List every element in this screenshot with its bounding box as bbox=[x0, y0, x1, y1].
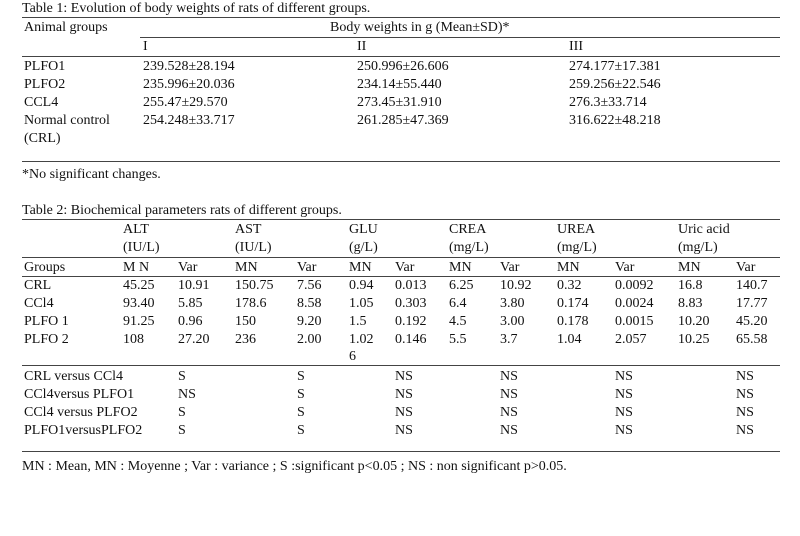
table2-cell: 1.04 bbox=[557, 332, 582, 347]
table2-cell: 0.32 bbox=[557, 278, 582, 293]
table1-span-header: Body weights in g (Mean±SD)* bbox=[330, 20, 510, 35]
table2-param-unit: (g/L) bbox=[349, 240, 378, 255]
table1-period: II bbox=[357, 39, 367, 54]
table2-cell: 0.303 bbox=[395, 296, 427, 311]
table2-cell: 5.5 bbox=[449, 332, 467, 347]
table2-comparison-cell: NS bbox=[395, 405, 413, 420]
table2-cell: 0.146 bbox=[395, 332, 427, 347]
table2-param-unit: (mg/L) bbox=[449, 240, 489, 255]
table2-comparison-cell: NS bbox=[395, 423, 413, 438]
table2-param-unit: (IU/L) bbox=[235, 240, 272, 255]
table2-cell: 10.25 bbox=[678, 332, 710, 347]
table2-comparison-cell: NS bbox=[615, 423, 633, 438]
table2-subheader: Var bbox=[615, 260, 635, 275]
table2-param-name: UREA bbox=[557, 222, 596, 237]
table2-cell: 0.192 bbox=[395, 314, 427, 329]
table2-cell: 6.25 bbox=[449, 278, 474, 293]
table2-cell: 17.77 bbox=[736, 296, 768, 311]
table2-cell: 0.0024 bbox=[615, 296, 654, 311]
table2-cell: 45.25 bbox=[123, 278, 155, 293]
table1-cell: 273.45±31.910 bbox=[357, 95, 442, 110]
table2-cell: 10.92 bbox=[500, 278, 532, 293]
table1-row-group: CCL4 bbox=[24, 95, 59, 110]
table2-cell: 0.174 bbox=[557, 296, 589, 311]
table2-comparison-cell: S bbox=[297, 369, 305, 384]
table1-cell: 255.47±29.570 bbox=[143, 95, 228, 110]
table2-comparison-cell: S bbox=[178, 405, 186, 420]
table2-subheader: Var bbox=[297, 260, 317, 275]
table1-cell: 239.528±28.194 bbox=[143, 59, 235, 74]
table2-cell: 0.013 bbox=[395, 278, 427, 293]
table2-comparison-cell: NS bbox=[736, 423, 754, 438]
table2-groups-label: Groups bbox=[24, 260, 66, 275]
table2-caption: Table 2: Biochemical parameters rats of different groups. bbox=[22, 203, 342, 218]
table2-cell: 0.0015 bbox=[615, 314, 654, 329]
table1-period: III bbox=[569, 39, 583, 54]
table2-comparison-cell: NS bbox=[500, 369, 518, 384]
table1-cell: 254.248±33.717 bbox=[143, 113, 235, 128]
table2-cell: 2.057 bbox=[615, 332, 647, 347]
table2-comparison-cell: S bbox=[297, 387, 305, 402]
table2-cell: 108 bbox=[123, 332, 144, 347]
table1-period: I bbox=[143, 39, 148, 54]
table2-param-unit: (mg/L) bbox=[678, 240, 718, 255]
table2-cell: 236 bbox=[235, 332, 256, 347]
table2-param-rule bbox=[22, 257, 780, 258]
table2-cell: 150 bbox=[235, 314, 256, 329]
table2-comparison-cell: NS bbox=[736, 405, 754, 420]
table2-cell: 8.83 bbox=[678, 296, 703, 311]
table2-row-group: CCl4 bbox=[24, 296, 54, 311]
table1-col-header: Animal groups bbox=[24, 20, 108, 35]
table2-subheader: Var bbox=[736, 260, 756, 275]
table2-cell-wrap: 6 bbox=[349, 349, 356, 364]
table2-subheader: MN bbox=[235, 260, 258, 275]
table2-comparison-cell: NS bbox=[178, 387, 196, 402]
table1-cell: 316.622±48.218 bbox=[569, 113, 661, 128]
table2-param-unit: (IU/L) bbox=[123, 240, 160, 255]
table2-cell: 7.56 bbox=[297, 278, 322, 293]
table2-row-group: CRL bbox=[24, 278, 52, 293]
table2-param-name: CREA bbox=[449, 222, 487, 237]
table1-bottom-rule bbox=[22, 161, 780, 162]
table2-param-unit: (mg/L) bbox=[557, 240, 597, 255]
table1-header-rule bbox=[22, 56, 780, 57]
table2-cell: 178.6 bbox=[235, 296, 267, 311]
table2-cell: 3.80 bbox=[500, 296, 525, 311]
table2-cell: 3.7 bbox=[500, 332, 518, 347]
table2-subheader: Var bbox=[395, 260, 415, 275]
table2-header-rule bbox=[22, 276, 780, 277]
table2-cell: 10.91 bbox=[178, 278, 210, 293]
table2-comparison-cell: NS bbox=[736, 369, 754, 384]
table2-mid-rule bbox=[22, 365, 780, 366]
table2-comparison-cell: NS bbox=[500, 387, 518, 402]
table2-comparison-cell: NS bbox=[615, 405, 633, 420]
table2-cell: 5.85 bbox=[178, 296, 203, 311]
table2-cell: 6.4 bbox=[449, 296, 467, 311]
table2-subheader: MN bbox=[349, 260, 372, 275]
table2-comparison-cell: NS bbox=[395, 369, 413, 384]
table1-caption: Table 1: Evolution of body weights of rats of different groups. bbox=[22, 1, 371, 16]
table2-param-name: ALT bbox=[123, 222, 149, 237]
table2-subheader: Var bbox=[500, 260, 520, 275]
table2-subheader: MN bbox=[449, 260, 472, 275]
table2-cell: 140.7 bbox=[736, 278, 768, 293]
table2-subheader: Var bbox=[178, 260, 198, 275]
table2-comparison-cell: NS bbox=[500, 405, 518, 420]
table1-cell: 235.996±20.036 bbox=[143, 77, 235, 92]
table2-comparison-cell: S bbox=[178, 369, 186, 384]
table2-cell: 0.178 bbox=[557, 314, 589, 329]
table2-cell: 27.20 bbox=[178, 332, 210, 347]
table2-param-name: Uric acid bbox=[678, 222, 730, 237]
table2-comparison-cell: NS bbox=[395, 387, 413, 402]
table2-bottom-rule bbox=[22, 451, 780, 452]
table1-cell: 274.177±17.381 bbox=[569, 59, 661, 74]
table2-cell: 4.5 bbox=[449, 314, 467, 329]
table2-param-name: AST bbox=[235, 222, 262, 237]
table2-comparison-cell: S bbox=[178, 423, 186, 438]
table2-subheader: MN bbox=[678, 260, 701, 275]
table2-cell: 93.40 bbox=[123, 296, 155, 311]
table2-comparison-cell: NS bbox=[736, 387, 754, 402]
table2-cell: 2.00 bbox=[297, 332, 322, 347]
table2-cell: 150.75 bbox=[235, 278, 274, 293]
table2-comparison-label: CCl4versus PLFO1 bbox=[24, 387, 135, 402]
table1-top-rule bbox=[22, 17, 780, 18]
table2-param-name: GLU bbox=[349, 222, 378, 237]
table2-cell: 0.0092 bbox=[615, 278, 654, 293]
table1-row-group: PLFO1 bbox=[24, 59, 66, 74]
table2-comparison-label: CRL versus CCl4 bbox=[24, 369, 124, 384]
table1-cell: 234.14±55.440 bbox=[357, 77, 442, 92]
table2-cell: 0.94 bbox=[349, 278, 374, 293]
table2-comparison-cell: NS bbox=[615, 369, 633, 384]
table1-cell: 276.3±33.714 bbox=[569, 95, 647, 110]
table2-footnote: MN : Mean, MN : Moyenne ; Var : variance ; S :significant p<0.05 ; NS : non significant p>0.05. bbox=[22, 459, 567, 474]
table1-row-group: PLFO2 bbox=[24, 77, 66, 92]
table2-cell: 9.20 bbox=[297, 314, 322, 329]
table2-cell: 0.96 bbox=[178, 314, 203, 329]
table1-cell: 250.996±26.606 bbox=[357, 59, 449, 74]
table1-footnote: *No significant changes. bbox=[22, 167, 161, 182]
table2-cell: 45.20 bbox=[736, 314, 768, 329]
table1-row-group-cont: (CRL) bbox=[24, 131, 61, 146]
table2-cell: 10.20 bbox=[678, 314, 710, 329]
table2-cell: 3.00 bbox=[500, 314, 525, 329]
table2-subheader: M N bbox=[123, 260, 150, 275]
table2-row-group: PLFO 2 bbox=[24, 332, 69, 347]
table2-comparison-label: PLFO1versusPLFO2 bbox=[24, 423, 143, 438]
table2-cell: 8.58 bbox=[297, 296, 322, 311]
table2-comparison-cell: S bbox=[297, 405, 305, 420]
table2-cell: 16.8 bbox=[678, 278, 703, 293]
table2-cell: 1.5 bbox=[349, 314, 367, 329]
table2-comparison-label: CCl4 versus PLFO2 bbox=[24, 405, 138, 420]
table2-cell: 65.58 bbox=[736, 332, 768, 347]
table2-top-rule bbox=[22, 219, 780, 220]
table1-cell: 259.256±22.546 bbox=[569, 77, 661, 92]
table2-comparison-cell: S bbox=[297, 423, 305, 438]
table1-span-rule bbox=[140, 37, 780, 38]
table2-cell: 91.25 bbox=[123, 314, 155, 329]
table2-cell: 1.05 bbox=[349, 296, 374, 311]
table2-subheader: MN bbox=[557, 260, 580, 275]
table2-comparison-cell: NS bbox=[500, 423, 518, 438]
table1-cell: 261.285±47.369 bbox=[357, 113, 449, 128]
table2-comparison-cell: NS bbox=[615, 387, 633, 402]
table2-cell: 1.02 bbox=[349, 332, 374, 347]
table1-row-group: Normal control bbox=[24, 113, 110, 128]
table2-row-group: PLFO 1 bbox=[24, 314, 69, 329]
